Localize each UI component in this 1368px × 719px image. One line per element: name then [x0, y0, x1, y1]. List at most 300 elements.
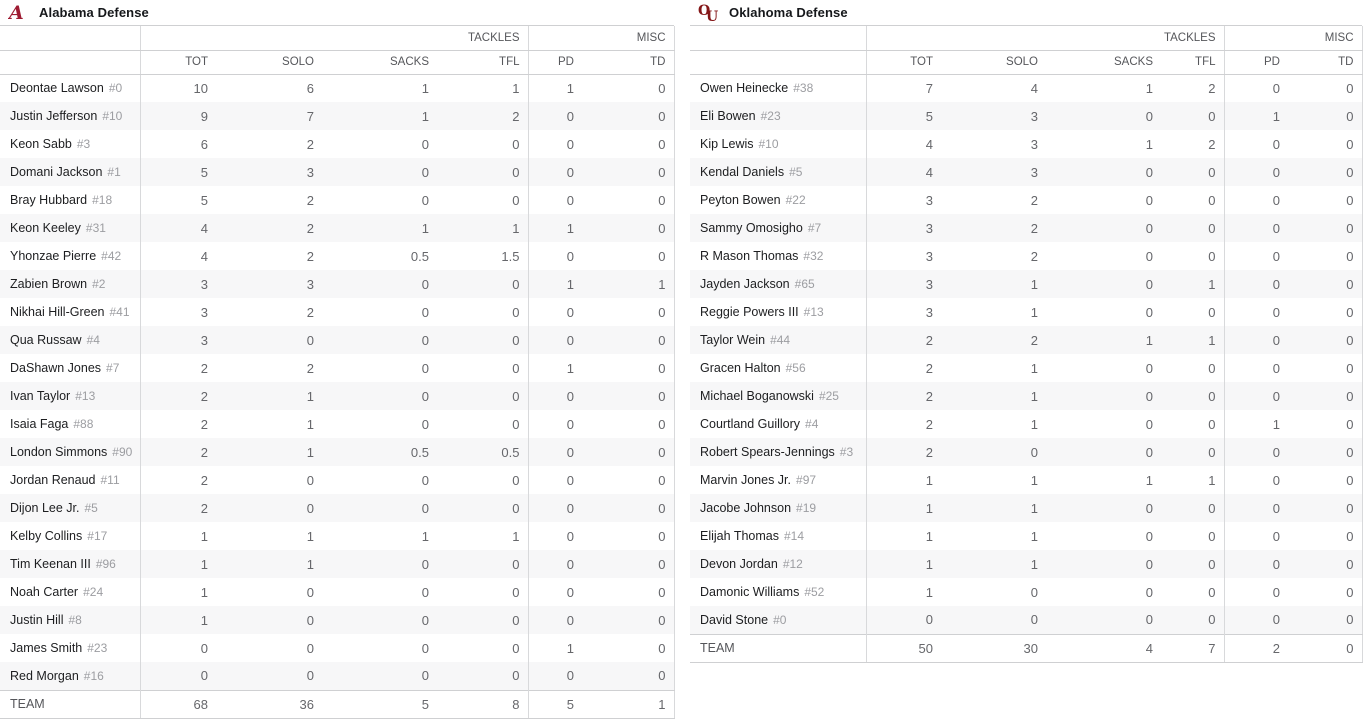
player-row	[690, 242, 1362, 270]
player-name[interactable]: James Smith	[10, 641, 83, 655]
player-jersey-number: #13	[75, 389, 96, 403]
player-name[interactable]: Justin Hill	[10, 613, 64, 627]
stat-cell: 1	[306, 416, 314, 432]
player-name-cell[interactable]	[0, 186, 140, 214]
player-name[interactable]: Devon Jordan	[700, 557, 778, 571]
player-name[interactable]: David Stone	[700, 612, 769, 627]
stat-cell: 0	[1346, 276, 1354, 292]
stat-cell: 0	[1346, 472, 1354, 488]
stat-cell: 0	[437, 382, 528, 410]
stat-cell: 1	[437, 214, 528, 242]
player-name-cell[interactable]	[690, 326, 866, 354]
player-jersey-number: #2	[92, 277, 106, 291]
player-row	[690, 354, 1362, 382]
player-jersey-number: #22	[785, 193, 806, 207]
stat-cell: 0	[437, 354, 528, 382]
stat-cell: 3	[200, 304, 208, 320]
player-name[interactable]: Justin Jefferson	[10, 109, 98, 123]
oklahoma-stats-table	[690, 26, 1363, 663]
player-name-cell[interactable]	[0, 634, 140, 662]
stat-cell: 0	[658, 192, 666, 208]
stat-cell: 1	[306, 528, 314, 544]
stat-cell: 4	[925, 136, 933, 152]
player-name-cell[interactable]	[690, 158, 866, 186]
player-name-cell[interactable]	[0, 298, 140, 326]
group-header-row	[690, 26, 1362, 50]
stat-cell: 0	[566, 500, 574, 516]
stat-cell: 0	[1346, 584, 1354, 600]
player-name[interactable]: Peyton Bowen	[700, 193, 781, 207]
player-name-cell[interactable]	[690, 354, 866, 382]
player-name-cell[interactable]	[690, 298, 866, 326]
player-name[interactable]: Zabien Brown	[10, 277, 88, 291]
svg-text:O: O	[698, 2, 711, 19]
player-name[interactable]: Tim Keenan III	[10, 557, 91, 571]
player-row	[690, 158, 1362, 186]
player-name[interactable]: DaShawn Jones	[10, 361, 102, 375]
stat-cell: 0	[1161, 214, 1224, 242]
player-name[interactable]: London Simmons	[10, 445, 108, 459]
stat-cell: 0	[306, 472, 314, 488]
stat-cell: 7	[925, 80, 933, 96]
stat-cell: 0	[1030, 612, 1038, 628]
stat-cell: 5	[528, 690, 582, 718]
player-name[interactable]: Keon Keeley	[10, 221, 81, 235]
player-name-cell[interactable]	[690, 74, 866, 102]
stat-cell: 0	[1272, 528, 1280, 544]
stat-cell: 0	[1272, 472, 1280, 488]
stat-cell: 0	[437, 578, 528, 606]
player-jersey-number: #97	[796, 473, 817, 487]
stat-cell: 0	[1346, 500, 1354, 516]
stat-cell: 0	[566, 472, 574, 488]
stat-cell: 2	[925, 360, 933, 376]
stat-cell: 0	[421, 192, 429, 208]
stat-cell: 0	[306, 668, 314, 684]
player-name[interactable]: Eli Bowen	[700, 109, 756, 123]
player-name-cell[interactable]	[690, 438, 866, 466]
stat-cell: 68	[140, 690, 216, 718]
player-name-cell[interactable]	[690, 382, 866, 410]
stat-cell: 2	[306, 220, 314, 236]
column-header-pd: PD	[528, 50, 582, 74]
stat-cell: 1	[582, 690, 674, 718]
stat-cell: 0	[1288, 634, 1362, 662]
player-name-cell[interactable]	[0, 270, 140, 298]
stat-cell: 0	[658, 164, 666, 180]
stat-cell: 1	[306, 556, 314, 572]
stat-cell: 0	[1272, 332, 1280, 348]
stat-cell: 2	[1224, 634, 1288, 662]
alabama-stats-table	[0, 26, 675, 719]
stat-cell: 0	[566, 304, 574, 320]
player-name-cell[interactable]	[0, 242, 140, 270]
stat-cell: 10	[193, 80, 208, 96]
player-name-cell[interactable]	[0, 354, 140, 382]
stat-cell: 0	[421, 500, 429, 516]
player-row	[690, 74, 1362, 102]
stat-cell: 1	[566, 360, 574, 376]
column-header-tfl: TFL	[437, 50, 528, 74]
player-row	[690, 270, 1362, 298]
player-name[interactable]: Nikhai Hill-Green	[10, 305, 105, 319]
stat-cell: 0	[1346, 108, 1354, 124]
player-name[interactable]: Taylor Wein	[700, 333, 766, 347]
player-name-cell[interactable]	[690, 494, 866, 522]
player-jersey-number: #0	[773, 612, 787, 627]
stat-cell: 3	[1030, 136, 1038, 152]
stat-cell: 2	[306, 304, 314, 320]
player-name-cell[interactable]	[690, 550, 866, 578]
group-header-misc: MISC	[1224, 26, 1362, 50]
player-jersey-number: #13	[803, 305, 824, 319]
column-header-td: TD	[582, 50, 674, 74]
player-row	[0, 634, 674, 662]
stat-cell: 0	[1272, 556, 1280, 572]
stat-cell: 1	[1161, 466, 1224, 494]
player-name-cell[interactable]	[690, 186, 866, 214]
stat-cell: 0	[1272, 500, 1280, 516]
stat-cell: 2	[306, 248, 314, 264]
player-row	[0, 102, 674, 130]
player-name[interactable]: Jordan Renaud	[10, 473, 96, 487]
stat-cell: 1	[1161, 326, 1224, 354]
player-jersey-number: #31	[85, 221, 106, 235]
stat-cell: 4	[200, 220, 208, 236]
player-name-cell[interactable]	[690, 606, 866, 634]
stat-cell: 0	[566, 416, 574, 432]
player-name-cell[interactable]	[0, 550, 140, 578]
stat-cell: 0	[437, 662, 528, 690]
player-row	[0, 438, 674, 466]
alabama-table-title: Alabama Defense	[39, 5, 149, 20]
player-name[interactable]: Sammy Omosigho	[700, 221, 803, 235]
stat-cell: 0	[421, 276, 429, 292]
player-row	[690, 214, 1362, 242]
player-name-cell[interactable]	[690, 578, 866, 606]
stat-cell: 0	[1346, 80, 1354, 96]
player-jersey-number: #44	[770, 333, 791, 347]
stat-cell: 2	[925, 388, 933, 404]
player-name-cell[interactable]	[690, 214, 866, 242]
player-name[interactable]: Red Morgan	[10, 668, 79, 683]
stat-cell: 2	[1030, 248, 1038, 264]
stat-cell: 2	[925, 332, 933, 348]
group-header-misc: MISC	[528, 26, 674, 50]
stat-cell: 0	[437, 130, 528, 158]
player-jersey-number: #17	[87, 529, 108, 543]
player-jersey-number: #11	[100, 473, 120, 487]
stat-cell: 0	[1272, 164, 1280, 180]
player-name[interactable]: Keon Sabb	[10, 137, 72, 151]
stat-cell: 2	[1030, 192, 1038, 208]
stat-cell: 0.5	[410, 248, 429, 264]
player-row	[690, 382, 1362, 410]
stat-cell: 0	[437, 606, 528, 634]
player-row	[0, 606, 674, 634]
stat-cell: 0	[566, 108, 574, 124]
player-name-cell[interactable]	[0, 102, 140, 130]
stat-cell: 1	[925, 472, 933, 488]
stat-cell: 1	[306, 444, 314, 460]
player-name[interactable]: Kip Lewis	[700, 137, 754, 151]
stat-cell: 0	[1145, 360, 1153, 376]
stat-cell: 0	[1272, 304, 1280, 320]
player-name-cell[interactable]	[690, 102, 866, 130]
player-jersey-number: #38	[793, 81, 814, 96]
player-name[interactable]: Robert Spears-Jennings	[700, 445, 835, 459]
stat-cell: 0	[1272, 584, 1280, 600]
stat-cell: 1	[437, 74, 528, 102]
name-column-spacer	[690, 26, 866, 50]
player-name[interactable]: Jayden Jackson	[700, 277, 790, 291]
stat-cell: 1	[566, 640, 574, 656]
player-name-cell[interactable]	[0, 74, 140, 102]
player-name-cell[interactable]	[0, 606, 140, 634]
stat-cell: 1	[925, 528, 933, 544]
player-jersey-number: #5	[789, 165, 803, 179]
player-name-cell[interactable]	[0, 158, 140, 186]
player-jersey-number: #96	[95, 557, 116, 571]
player-jersey-number: #42	[101, 249, 122, 263]
player-name[interactable]: Kendal Daniels	[700, 165, 785, 179]
player-name-cell[interactable]	[0, 438, 140, 466]
player-name-cell[interactable]	[0, 494, 140, 522]
stat-cell: 0	[1346, 164, 1354, 180]
player-jersey-number: #56	[785, 361, 806, 375]
player-row	[0, 550, 674, 578]
player-name-cell[interactable]	[0, 662, 140, 690]
stat-cell: 0	[421, 304, 429, 320]
stat-cell: 2	[306, 360, 314, 376]
player-row	[690, 466, 1362, 494]
stat-cell: 0	[306, 584, 314, 600]
stat-cell: 0	[421, 472, 429, 488]
stat-cell: 6	[306, 80, 314, 96]
stat-cell: 0.5	[410, 444, 429, 460]
player-name[interactable]: Michael Boganowski	[700, 389, 814, 403]
stat-cell: 0	[1145, 248, 1153, 264]
column-header-td: TD	[1288, 50, 1362, 74]
stat-cell: 0	[1161, 158, 1224, 186]
column-header-solo: SOLO	[216, 50, 322, 74]
stat-cell: 0	[658, 472, 666, 488]
player-row	[690, 606, 1362, 634]
stat-cell: 7	[1161, 634, 1224, 662]
player-jersey-number: #10	[758, 137, 779, 151]
player-name[interactable]: Ivan Taylor	[10, 389, 71, 403]
player-name[interactable]: Qua Russaw	[10, 333, 82, 347]
player-name[interactable]: Yhonzae Pierre	[10, 249, 97, 263]
stat-cell: 0	[306, 332, 314, 348]
stat-cell: 0	[658, 584, 666, 600]
player-name[interactable]: Damonic Williams	[700, 585, 800, 599]
player-row	[0, 410, 674, 438]
stat-cell: 0	[1161, 494, 1224, 522]
stat-cell: 0	[1145, 500, 1153, 516]
player-name[interactable]: Elijah Thomas	[700, 529, 779, 543]
player-jersey-number: #7	[807, 221, 822, 235]
player-jersey-number: #18	[92, 193, 113, 207]
stat-cell: 0	[421, 640, 429, 656]
stat-cell: 0	[658, 528, 666, 544]
stat-cell: 1	[1030, 304, 1038, 320]
stat-cell: 2	[1030, 220, 1038, 236]
player-name[interactable]: Jacobe Johnson	[700, 501, 792, 515]
player-name[interactable]: Courtland Guillory	[700, 417, 801, 431]
stat-cell: 0	[421, 164, 429, 180]
stat-cell: 0	[658, 416, 666, 432]
stat-cell: 0	[421, 388, 429, 404]
stat-cell: 0	[1145, 388, 1153, 404]
stat-cell: 0	[658, 640, 666, 656]
oklahoma-table-title: Oklahoma Defense	[729, 5, 848, 20]
stat-cell: 0	[566, 136, 574, 152]
player-jersey-number: #7	[106, 361, 120, 375]
player-name[interactable]: Deontae Lawson	[10, 81, 104, 96]
stat-cell: 0	[1346, 360, 1354, 376]
stat-cell: 1	[1145, 332, 1153, 348]
player-row	[0, 662, 674, 690]
stat-cell: 0	[437, 466, 528, 494]
player-jersey-number: #3	[76, 137, 91, 151]
player-name-cell[interactable]	[0, 130, 140, 158]
stat-cell: 0	[1346, 612, 1354, 628]
stat-cell: 3	[925, 192, 933, 208]
stat-cell: 0	[437, 298, 528, 326]
player-name-cell[interactable]	[0, 578, 140, 606]
player-name-cell[interactable]	[0, 522, 140, 550]
stat-cell: 0	[200, 668, 208, 684]
stat-cell: 50	[866, 634, 941, 662]
stat-cell: 0	[437, 634, 528, 662]
stat-cell: 1	[925, 556, 933, 572]
stat-cell: 3	[925, 276, 933, 292]
stat-cell: 0	[1272, 248, 1280, 264]
stat-cell: 0	[1145, 556, 1153, 572]
stat-cell: 1	[1030, 528, 1038, 544]
stat-cell: 0	[658, 108, 666, 124]
player-jersey-number: #41	[109, 305, 130, 319]
stat-cell: 0	[1346, 556, 1354, 572]
player-name-cell[interactable]	[0, 410, 140, 438]
player-name[interactable]: Reggie Powers III	[700, 305, 799, 319]
player-row	[690, 410, 1362, 438]
stat-cell: 3	[200, 332, 208, 348]
player-name-cell[interactable]	[0, 466, 140, 494]
player-name-cell[interactable]	[690, 242, 866, 270]
player-name[interactable]: Marvin Jones Jr.	[700, 473, 792, 487]
stat-cell: 7	[306, 108, 314, 124]
player-name[interactable]: R Mason Thomas	[700, 249, 799, 263]
stat-cell: 0	[1161, 550, 1224, 578]
player-jersey-number: #12	[782, 557, 803, 571]
group-header-row	[0, 26, 674, 50]
player-jersey-number: #24	[83, 585, 104, 599]
stat-cell: 1	[566, 80, 574, 96]
stat-cell: 3	[200, 276, 208, 292]
player-jersey-number: #8	[68, 613, 82, 627]
stat-cell: 0	[1272, 192, 1280, 208]
player-row	[690, 326, 1362, 354]
stat-cell: 0	[437, 326, 528, 354]
stat-cell: 0	[658, 332, 666, 348]
player-name[interactable]: Bray Hubbard	[10, 193, 88, 207]
stat-cell: 0	[1346, 304, 1354, 320]
stat-cell: 0	[566, 388, 574, 404]
stat-cell: 0	[437, 270, 528, 298]
player-row	[0, 494, 674, 522]
team-total-row	[0, 690, 674, 718]
player-name[interactable]: Gracen Halton	[700, 361, 781, 375]
stat-cell: 0	[658, 388, 666, 404]
stat-cell: 0	[566, 556, 574, 572]
player-name-cell[interactable]	[690, 130, 866, 158]
player-jersey-number: #4	[86, 333, 100, 347]
oklahoma-defense-table	[690, 0, 1362, 663]
stat-cell: 0	[1030, 584, 1038, 600]
stat-cell: 1	[1030, 388, 1038, 404]
stat-cell: 0	[1145, 444, 1153, 460]
player-row	[0, 270, 674, 298]
player-row	[0, 242, 674, 270]
player-name-cell[interactable]	[0, 326, 140, 354]
stat-cell: 0	[1272, 612, 1280, 628]
player-row	[690, 130, 1362, 158]
stat-cell: 0	[658, 220, 666, 236]
alabama-defense-table	[0, 0, 674, 719]
stat-cell: 1	[421, 108, 429, 124]
group-header-tackles: TACKLES	[140, 26, 528, 50]
stat-cell: 1	[925, 500, 933, 516]
stat-cell: 0	[1161, 298, 1224, 326]
player-name[interactable]: Owen Heinecke	[700, 81, 789, 96]
player-name-cell[interactable]	[690, 410, 866, 438]
player-name[interactable]: Kelby Collins	[10, 529, 83, 543]
column-header-row	[690, 50, 1362, 74]
player-name-cell[interactable]	[690, 270, 866, 298]
player-name-cell[interactable]	[0, 214, 140, 242]
stat-cell: 0	[1161, 242, 1224, 270]
player-name[interactable]: Isaia Faga	[10, 417, 69, 431]
stat-cell: 0	[1346, 388, 1354, 404]
player-jersey-number: #3	[839, 445, 854, 459]
stat-cell: 0	[437, 410, 528, 438]
stat-cell: 0	[658, 500, 666, 516]
player-row	[0, 382, 674, 410]
player-name-cell[interactable]	[690, 522, 866, 550]
stat-cell: 0	[1161, 410, 1224, 438]
stat-cell: 1	[925, 584, 933, 600]
player-name-cell[interactable]	[0, 382, 140, 410]
name-column-spacer	[690, 50, 866, 74]
player-jersey-number: #88	[73, 417, 94, 431]
stat-cell: 0	[658, 304, 666, 320]
player-jersey-number: #90	[112, 445, 133, 459]
stat-cell: 5	[200, 192, 208, 208]
stat-cell: 0	[566, 612, 574, 628]
column-header-tfl: TFL	[1161, 50, 1224, 74]
stat-cell: 0	[1272, 388, 1280, 404]
stat-cell: 0	[1161, 606, 1224, 634]
player-name-cell[interactable]	[690, 466, 866, 494]
player-name[interactable]: Dijon Lee Jr.	[10, 501, 80, 515]
player-name[interactable]: Noah Carter	[10, 585, 79, 599]
player-row	[0, 214, 674, 242]
stat-cell: 0	[421, 556, 429, 572]
stat-cell: 0	[658, 444, 666, 460]
player-name[interactable]: Domani Jackson	[10, 165, 103, 179]
